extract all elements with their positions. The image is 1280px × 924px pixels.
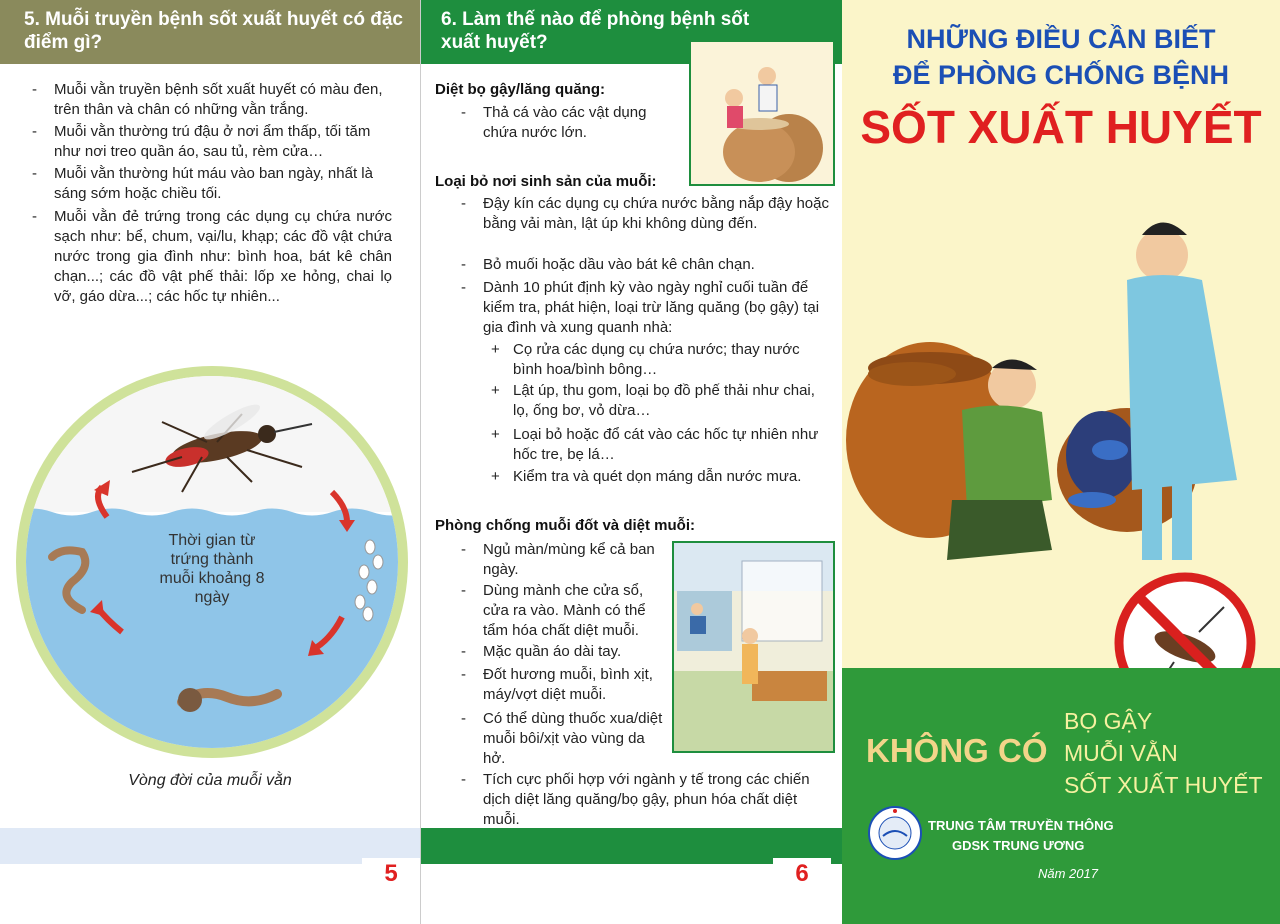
bullet-text: Cọ rửa các dụng cụ chứa nước; thay nước bình hoa/bình bông… <box>513 341 800 378</box>
cover-list-item: SỐT XUẤT HUYẾT <box>1064 772 1263 798</box>
list-item: - Đốt hương muỗi, bình xịt, máy/vợt diệt muỗi. <box>461 665 671 705</box>
organization-name-2: GDSK TRUNG ƯƠNG <box>952 838 1085 853</box>
list-item: - Bỏ muối hoặc dầu vào bát kê chân chạn. <box>461 255 831 275</box>
bullet-text: Mặc quần áo dài tay. <box>483 643 622 660</box>
page-5-header <box>0 0 420 64</box>
family-cleaning-jar-illustration <box>842 200 1280 620</box>
bullet-text: Có thể dùng thuốc xua/diệt muỗi bôi/xịt vào vùng da hở. <box>483 710 663 767</box>
list-item: - Đậy kín các dụng cụ chứa nước bằng nắp đậy hoặc bằng vải màn, lật úp khi không dùng đến. <box>461 194 831 234</box>
bullet-text: Muỗi vằn thường trú đậu ở nơi ẩm thấp, tối tăm như nơi treo quần áo, sau tủ, rèm cửa… <box>54 123 371 160</box>
list-item: - Thả cá vào các vật dụng chứa nước lớn. <box>461 103 683 143</box>
page-5-heading: 5. Muỗi truyền bệnh sốt xuất huyết có đặc điểm gì? <box>24 9 403 53</box>
list-item: - Muỗi vằn thường hút máu vào ban ngày, nhất là sáng sớm hoặc chiều tối. <box>32 164 392 204</box>
list-item: + Lật úp, thu gom, loại bọ đồ phế thải như chai, lọ, ống bơ, vỏ dừa… <box>491 381 821 421</box>
list-item: - Tích cực phối hợp với ngành y tế trong các chiến dịch diệt lăng quăng/bọ gậy, phun hóa chất diệt muỗi. <box>461 770 831 830</box>
section-title: Loại bỏ nơi sinh sản của muỗi: <box>435 173 657 190</box>
bullet-text: Dùng mành che cửa sổ, cửa ra vào. Mành có thể tẩm hóa chất diệt muỗi. <box>483 582 646 639</box>
bullet-text: Thả cá vào các vật dụng chứa nước lớn. <box>483 104 647 141</box>
fish-in-water-jar-illustration <box>689 40 835 186</box>
bullet-text: Đốt hương muỗi, bình xịt, máy/vợt diệt muỗi. <box>483 666 653 703</box>
bullet-text: Tích cực phối hợp với ngành y tế trong các chiến dịch diệt lăng quăng/bọ gậy, phun hóa chất diệt muỗi. <box>483 771 810 828</box>
cover-list-item: MUỖI VẰN <box>1064 740 1178 766</box>
cover-title: SỐT XUẤT HUYẾT <box>860 101 1262 153</box>
organization-logo <box>868 806 922 860</box>
cover-page <box>842 0 1280 924</box>
page-number-5: 5 <box>362 858 420 890</box>
page-6-heading: 6. Làm thế nào để phòng bệnh sốt xuất huyết? <box>441 9 750 53</box>
list-item: - Ngủ màn/mùng kể cả ban ngày. <box>461 540 671 580</box>
page-5 <box>0 0 420 924</box>
list-item: - Muỗi vằn đẻ trứng trong các dụng cụ chứa nước sạch như: bể, chum, vại/lu, khạp; các đồ vật chứa nước trong gia đình như: bình hoa, bát kê chân chạn...; các đồ vật phế thải: lốp xe hỏng, chai lọ vỡ, gáo dừa...; các hốc tự nhiên... <box>32 208 392 305</box>
lifecycle-caption: Vòng đời của muỗi vằn <box>128 772 292 789</box>
khong-co-label: KHÔNG CÓ <box>866 732 1048 769</box>
page-number-6: 6 <box>773 858 831 890</box>
publication-year: Năm 2017 <box>1038 866 1098 881</box>
house-interior-illustration <box>672 541 835 753</box>
lifecycle-text: Thời gian từ trứng thành muỗi khoảng 8 ngày <box>159 532 265 606</box>
cover-list-item: BỌ GẬY <box>1064 708 1153 734</box>
organization-name-1: TRUNG TÂM TRUYỀN THÔNG <box>928 818 1114 833</box>
list-item: - Muỗi vằn truyền bệnh sốt xuất huyết có màu đen, trên thân và chân có những vằn trắng. <box>32 80 392 120</box>
bullet-text: Lật úp, thu gom, loại bọ đồ phế thải như chai, lọ, ống bơ, vỏ dừa… <box>513 382 815 419</box>
bullet-text: Dành 10 phút định kỳ vào ngày nghỉ cuối tuần để kiểm tra, phát hiện, loại trừ lăng quăng (bọ gậy) tại gia đình và xung quanh nhà: <box>483 279 820 336</box>
cover-line-1: NHỮNG ĐIỀU CẦN BIẾT <box>906 24 1216 54</box>
bullet-text: Đậy kín các dụng cụ chứa nước bằng nắp đậy hoặc bằng vải màn, lật úp khi không dùng đến. <box>483 195 829 232</box>
list-item: + Kiểm tra và quét dọn máng dẫn nước mưa. <box>491 467 821 487</box>
list-item: - Dùng mành che cửa sổ, cửa ra vào. Mành có thể tẩm hóa chất diệt muỗi. <box>461 581 671 641</box>
list-item: + Cọ rửa các dụng cụ chứa nước; thay nước bình hoa/bình bông… <box>491 340 821 380</box>
bullet-text: Muỗi vằn truyền bệnh sốt xuất huyết có màu đen, trên thân và chân có những vằn trắng. <box>54 81 383 118</box>
list-item: - Muỗi vằn thường trú đậu ở nơi ẩm thấp, tối tăm như nơi treo quần áo, sau tủ, rèm cửa… <box>32 122 392 162</box>
bullet-text: Bỏ muối hoặc dầu vào bát kê chân chạn. <box>483 256 755 273</box>
section-title: Diệt bọ gậy/lăng quăng: <box>435 81 606 98</box>
bullet-text: Loại bỏ hoặc đổ cát vào các hốc tự nhiên như hốc tre, bẹ lá… <box>513 426 819 463</box>
bullet-text: Muỗi vằn thường hút máu vào ban ngày, nhất là sáng sớm hoặc chiều tối. <box>54 165 373 202</box>
cover-line-2: ĐỂ PHÒNG CHỐNG BỆNH <box>892 60 1230 90</box>
page-5-footer-band <box>0 828 420 864</box>
bullet-text: Ngủ màn/mùng kể cả ban ngày. <box>483 541 655 578</box>
list-item: - Có thể dùng thuốc xua/diệt muỗi bôi/xịt vào vùng da hở. <box>461 709 671 769</box>
bullet-text: Kiểm tra và quét dọn máng dẫn nước mưa. <box>513 468 802 485</box>
list-item: - Dành 10 phút định kỳ vào ngày nghỉ cuối tuần để kiểm tra, phát hiện, loại trừ lăng quăng (bọ gậy) tại gia đình và xung quanh nhà: <box>461 278 831 338</box>
bullet-text: Muỗi vằn đẻ trứng trong các dụng cụ chứa nước sạch như: bể, chum, vại/lu, khạp; các đồ vật chứa nước trong gia đình như: bình hoa, bát kê chân chạn...; các đồ vật phế thải: lốp xe hỏng, chai lọ vỡ, gáo dừa...; các hốc tự nhiên... <box>54 208 392 305</box>
list-item: - Mặc quần áo dài tay. <box>461 642 671 662</box>
list-item: + Loại bỏ hoặc đổ cát vào các hốc tự nhiên như hốc tre, bẹ lá… <box>491 425 821 465</box>
page-6 <box>420 0 843 924</box>
section-title: Phòng chống muỗi đốt và diệt muỗi: <box>435 517 695 534</box>
